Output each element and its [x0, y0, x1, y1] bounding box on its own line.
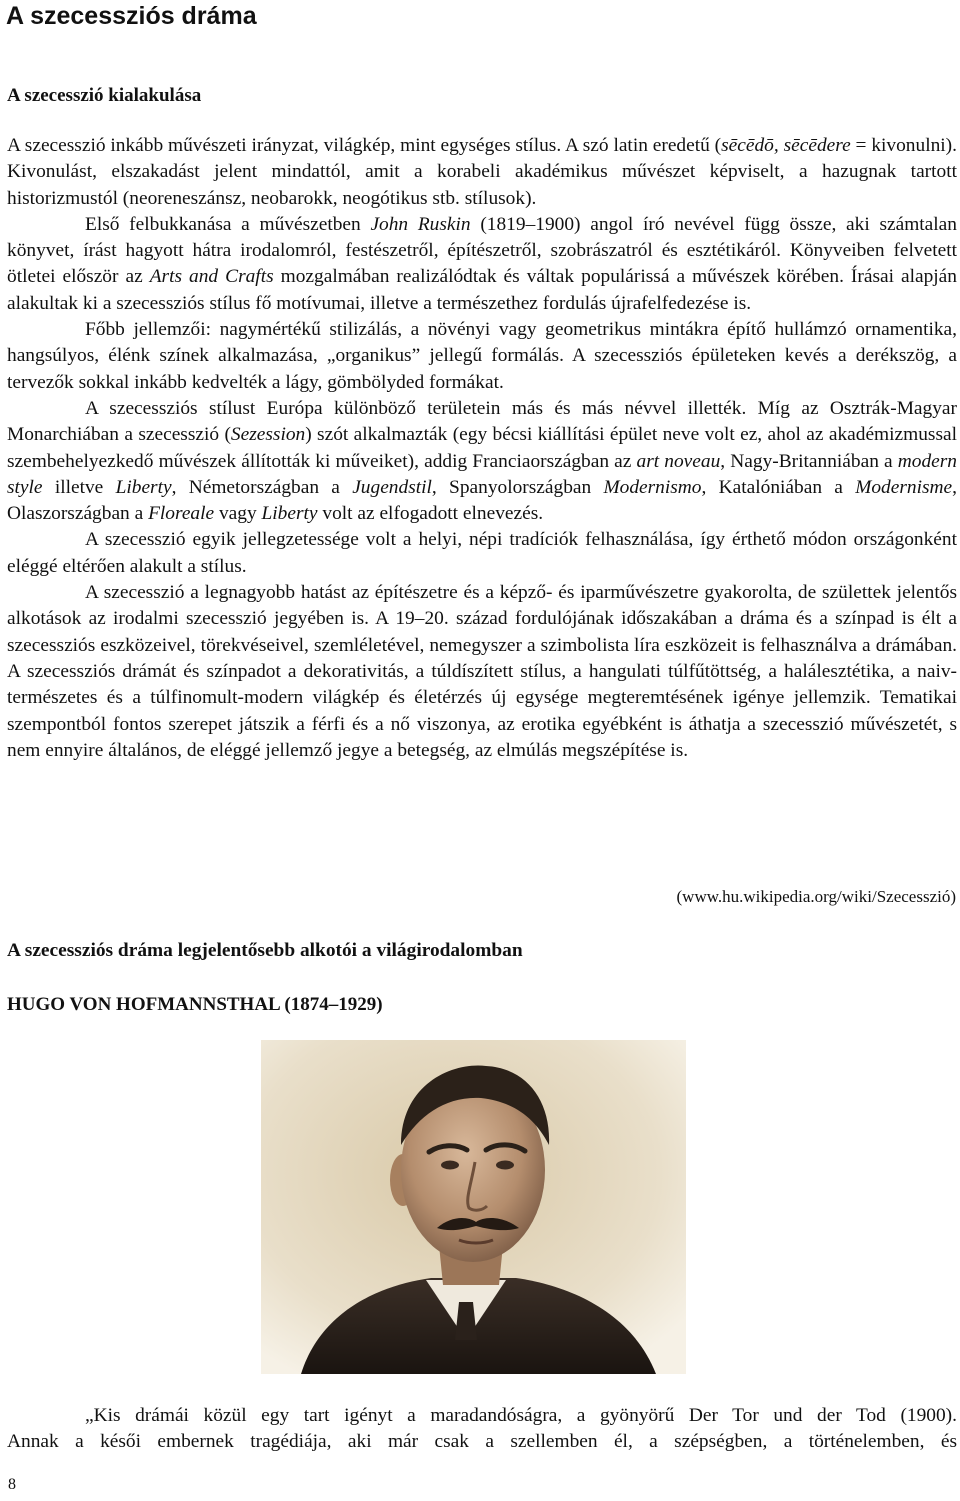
page-number: 8 [8, 1476, 16, 1493]
style-name: art noveau [636, 450, 721, 472]
style-name: modern style [7, 450, 958, 498]
portrait-illustration [261, 1040, 686, 1374]
text-span: A szecessziós stílust Európa különböző területein más és más névvel illették. Míg az Osztrák-Magyar Monarchiában a szecesszió ( [7, 397, 957, 446]
text-span: A szecesszió inkább művészeti irányzat, világkép, mint egységes stílus. A szó latin eredetű ( [7, 135, 722, 156]
text-span: , Nagy-Britanniában a [720, 450, 898, 472]
author-heading: HUGO VON HOFMANNSTHAL (1874–1929) [7, 994, 383, 1015]
text-span: = kivonulni). Kivonulást, elszakadást jelent mindattól, amit a korabeli akadémikus művészet képviselt, a hazugnak tartott historizmustól (neoreneszánsz, neobarokk, neogótikus stb. stílusok). [7, 135, 957, 209]
text-span: , Katalóniában a [701, 476, 856, 498]
style-name: Jugendstil [352, 476, 432, 498]
text-span: illetve [42, 476, 116, 498]
article-body [7, 133, 957, 764]
section-title-authors: A szecessziós dráma legjelentősebb alkotói a világirodalomban [7, 940, 523, 961]
person-name: John Ruskin [370, 213, 471, 235]
text-span: volt az elfogadott elnevezés. [317, 503, 544, 525]
style-name: Sezession [230, 424, 306, 446]
paragraph-5: A szecesszió egyik jellegzetessége volt a helyi, népi tradíciók felhasználása, így érthető módon országonként eléggé eltérően alakult a stílus. [7, 529, 957, 577]
author-portrait-photo [261, 1040, 686, 1374]
source-link: (www.hu.wikipedia.org/wiki/Szecesszió) [676, 887, 956, 906]
section-title-origin: A szecesszió kialakulása [7, 85, 202, 106]
style-name: Modernisme [855, 476, 953, 498]
style-name: Liberty [115, 476, 172, 498]
text-span: Első felbukkanása a művészetben [85, 213, 371, 235]
text-span: vagy [214, 503, 262, 525]
paragraph-2 [7, 212, 957, 317]
movement-name: Arts and Crafts [149, 266, 274, 288]
style-name: Liberty [261, 503, 318, 525]
text-span: ) szót alkalmazták (egy bécsi kiállítási épület neve volt ez, ahol az akadémizmussal szembehelyezkedő művészek állították ki műveiket), addig Franciaországban az [7, 424, 957, 472]
text-span: , Olaszországban a [7, 476, 957, 525]
paragraph-3: Főbb jellemzői: nagymértékű stilizálás, a növényi vagy geometrikus mintákra építő hullámzó ornamentika, hangsúlyos, élénk színek alkalmazása, „organikus” jellegű formálás. A szecessziós épületeken kevés a derékszög, a tervezők sokkal inkább kedvelték a lágy, gömbölyded formákat. [7, 319, 957, 393]
paragraph-4 [7, 396, 957, 527]
style-name: Floreale [148, 503, 215, 525]
page-title: A szecessziós dráma [6, 2, 257, 30]
quote-block [7, 1403, 957, 1456]
quote-line-1: „Kis drámái közül egy tart igényt a maradandóságra, a gyönyörű Der Tor und der Tod (1900). [85, 1405, 957, 1426]
text-span: mozgalmában realizálódtak és váltak populárissá a művészek körében. Írásai alapján alakultak ki a szecessziós stílus fő motívumai, illetve a természethez fordulás újrafelfedezése is. [7, 266, 957, 314]
latin-term: sēcēdō, sēcēdere [721, 135, 851, 156]
paragraph-1 [7, 133, 957, 212]
paragraph-6: A szecesszió a legnagyobb hatást az építészetre és a képző- és iparművészetre gyakorolta, de születtek jelentős alkotások az irodalmi szecesszió jegyében is. A 19–20. század fordulójának időszakában a dráma és a színpad is élt a szecessziós eszközeivel, törekvéseivel, szemléletével, nemegyszer a szimbolista líra eszközeit is felhasználva a drámában. A szecessziós drámát és színpadot a dekorativitás, a túldíszített stílus, a hangulati túlfűtöttség, a halálesztétika, a naiv-természetes és a túlfinomult-modern világkép és életérzés új egysége megteremtésének igénye jellemzik. Tematikai szempontból fontos szerepet játszik a férfi és a nő viszonya, az erotika egyébként is áthatja a szecesszió művészetét, s nem ennyire általános, de eléggé jellemző jegye a betegség, az elmúlás megszépítése is. [7, 582, 957, 761]
text-span: (1819–1900) angol író nevével függ össze, aki számtalan könyvet, írást hagyott hátra irodalomról, festészetről, építészetről, szobrászatról és esztétikáról. Könyveiben felvetett ötletei először az [7, 213, 957, 288]
text-span: , Spanyolországban [431, 476, 604, 498]
text-span: , Németországban a [171, 476, 353, 498]
style-name: Modernismo [603, 476, 702, 498]
quote-line-2: Annak a késői embernek tragédiája, aki már csak a szellemben él, a szépségben, a történelemben, és [7, 1431, 957, 1453]
